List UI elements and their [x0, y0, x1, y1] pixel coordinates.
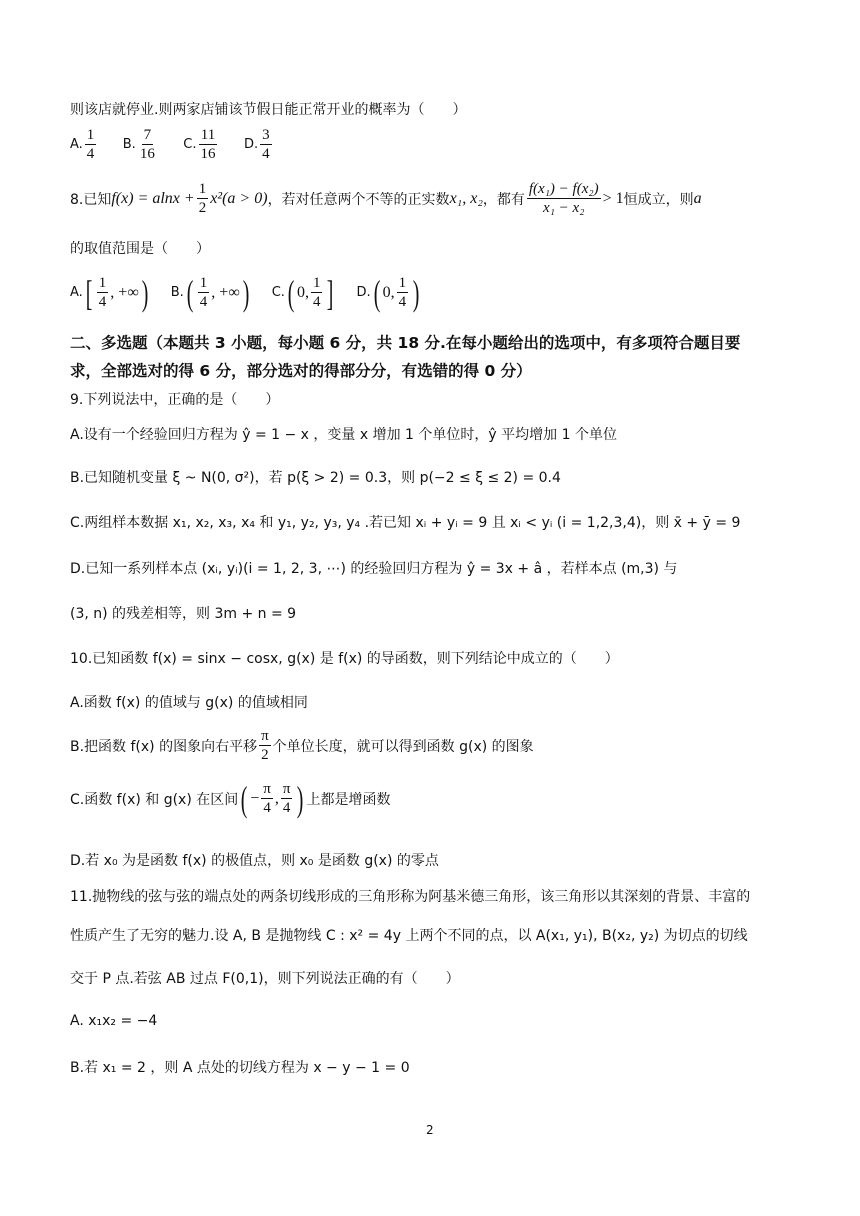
q9-stem: 9.下列说法中，正确的是（ ） [70, 392, 280, 408]
q8-option-b[interactable]: B. ( $\frac{1}{4}$ , +∞ ) [170, 272, 250, 313]
page-number: 2 [426, 1123, 434, 1137]
q7-option-b[interactable]: B. $\frac{7}{16}$ [122, 127, 155, 162]
q11-option-a[interactable]: A. x₁x₂ = −4 [70, 1013, 158, 1029]
q11-stem-line3: 交于 P 点.若弦 AB 过点 F(0,1)，则下列说法正确的有（ ） [70, 971, 460, 987]
q9-option-b[interactable]: B.已知随机变量 ξ ~ N(0, σ²)，若 p(ξ > 2) = 0.3，则 p(−2 ≤ ξ ≤ 2) = 0.4 [70, 470, 561, 486]
q10-option-c[interactable]: C.函数 f(x) 和 g(x) 在区间 ( − $\frac{\pi}{4}$ , $\frac{\pi}{4}$ ) 上都是增函数 [70, 778, 391, 819]
q11-option-b[interactable]: B.若 x₁ = 2 ，则 A 点处的切线方程为 x − y − 1 = 0 [70, 1060, 410, 1076]
q8-stem: 8.已知 f(x) = alnx + $\frac{1}{2}$ x²(a > 0) ，若对任意两个不等的正实数 x₁, x₂ ，都有 $\frac{\text{f(x₁) − f(x₂)}}{\text{x₁ − x₂}}$ > 1 恒成立，则 a [70, 181, 702, 216]
q7-option-a[interactable]: A. $\frac{1}{4}$ [70, 127, 95, 162]
q8-stem-line2: 的取值范围是（ ） [70, 241, 210, 257]
q8-option-d[interactable]: D. ( 0, $\frac{1}{4}$ ) [356, 272, 420, 313]
q7-option-c[interactable]: C. $\frac{11}{16}$ [183, 127, 216, 162]
section-heading-line2: 求，全部选对的得 6 分，部分选对的得部分分，有选错的得 0 分） [70, 362, 532, 380]
q11-stem: 11.抛物线的弦与弦的端点处的两条切线形成的三角形称为阿基米德三角形，该三角形以其深刻的背景、丰富的 [70, 889, 751, 905]
q7-option-d[interactable]: D. $\frac{3}{4}$ [243, 127, 270, 162]
q9-option-a[interactable]: A.设有一个经验回归方程为 ŷ = 1 − x ，变量 x 增加 1 个单位时，ŷ 平均增加 1 个单位 [70, 427, 617, 443]
q9-option-c[interactable]: C.两组样本数据 x₁, x₂, x₃, x₄ 和 y₁, y₂, y₃, y₄ .若已知 xᵢ + yᵢ = 9 且 xᵢ < yᵢ (i = 1,2,3,4)，则 x̄ + ȳ = 9 [70, 515, 741, 531]
q9-option-d[interactable]: D.已知一系列样本点 (xᵢ, yᵢ)(i = 1, 2, 3, ⋯) 的经验回归方程为 ŷ = 3x + â ，若样本点 (m,3) 与 [70, 561, 678, 577]
q9-option-d-line2: (3, n) 的残差相等，则 3m + n = 9 [70, 606, 297, 622]
q7-options [70, 126, 294, 163]
q10-option-a[interactable]: A.函数 f(x) 的值域与 g(x) 的值域相同 [70, 695, 308, 711]
section-heading: 二、多选题（本题共 3 小题，每小题 6 分，共 18 分.在每小题给出的选项中，有多项符合题目要 [70, 334, 741, 352]
q8-option-a[interactable]: A. [ $\frac{1}{4}$ , +∞ ) [70, 272, 149, 313]
q10-option-b[interactable]: B.把函数 f(x) 的图象向右平移 $\frac{\pi}{2}$ 个单位长度，就可以得到函数 g(x) 的图象 [70, 728, 534, 763]
q7-tail: 则该店就停业.则两家店铺该节假日能正常开业的概率为（ ） [70, 102, 467, 118]
q11-stem-line2: 性质产生了无穷的魅力.设 A, B 是抛物线 C : x² = 4y 上两个不同的点，以 A(x₁, y₁), B(x₂, y₂) 为切点的切线 [70, 928, 748, 944]
q8-option-c[interactable]: C. ( 0, $\frac{1}{4}$ ] [271, 272, 334, 313]
q10-stem: 10.已知函数 f(x) = sinx − cosx, g(x) 是 f(x) 的导函数，则下列结论中成立的（ ） [70, 651, 619, 667]
q8-options [70, 274, 442, 311]
q10-option-d[interactable]: D.若 x₀ 为是函数 f(x) 的极值点，则 x₀ 是函数 g(x) 的零点 [70, 853, 439, 869]
